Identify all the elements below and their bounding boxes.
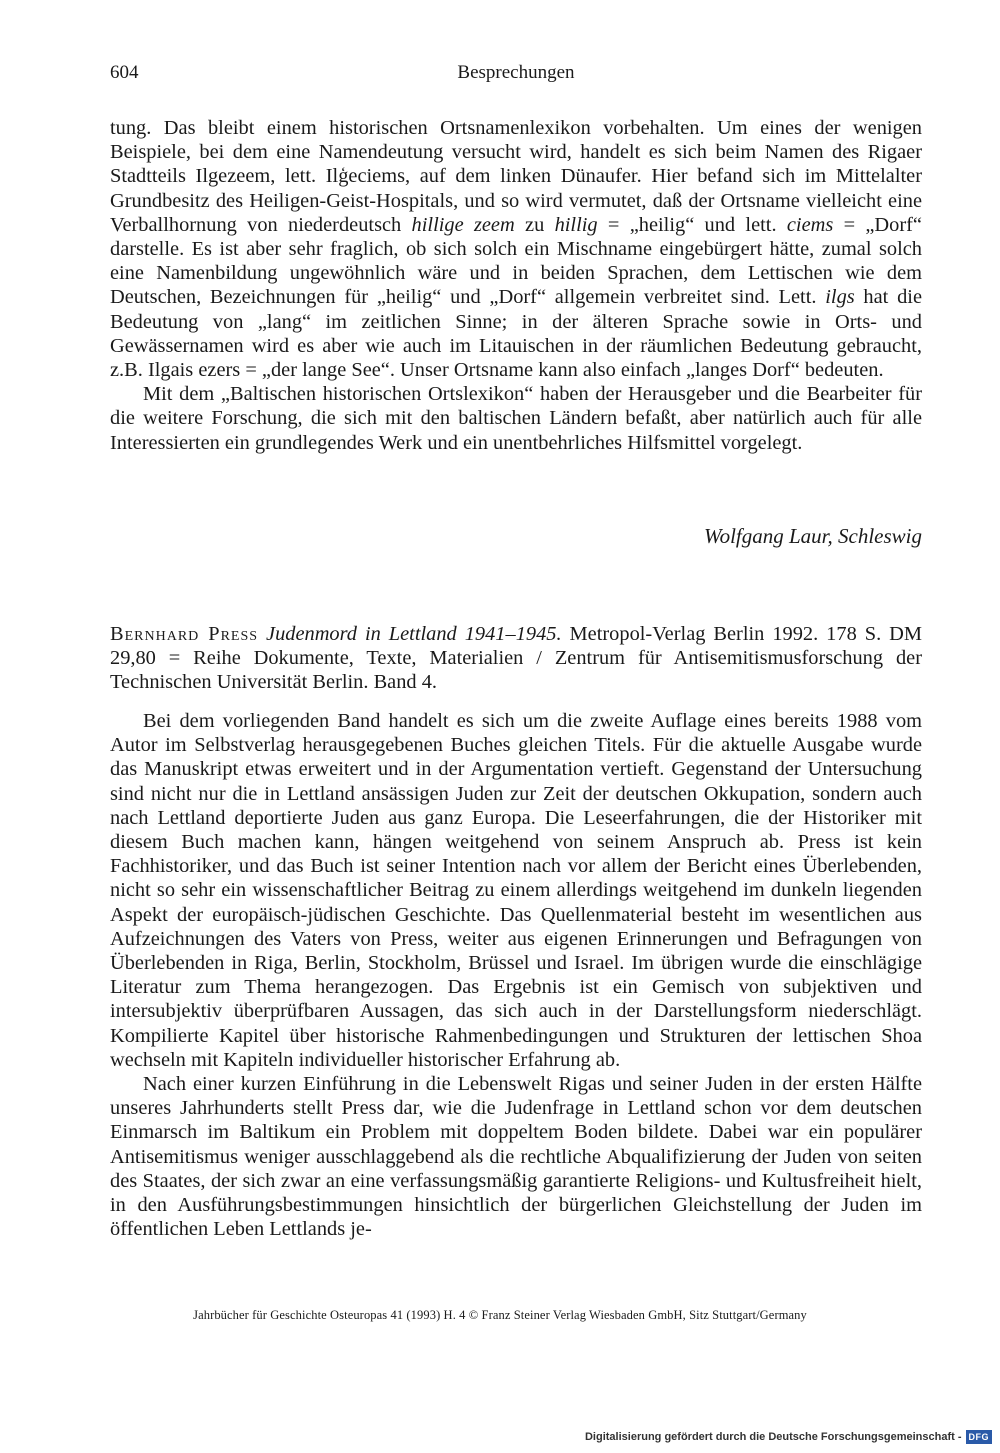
running-title: Besprechungen [457,62,575,83]
journal-footer: Jahrbücher für Geschichte Osteuropas 41 (1993) H. 4 © Franz Steiner Verlag Wiesbaden GmbH, Sitz Stuttgart/Germany [193,1308,807,1322]
review1-body [110,116,922,455]
book-author: Bernhard Press [110,623,259,645]
review2-citation [110,622,922,695]
review1-paragraph-2: Mit dem „Baltischen historischen Ortslexikon“ haben der Herausgeber und die Bearbeiter für die weitere Forschung, die sich mit den baltischen Ländern befaßt, aber natürlich auch für alle Interessierten ein grundlegendes Werk und ein unentbehrliches Hilfsmittel vorgelegt. [110,383,922,454]
book-details: Metropol-Verlag Berlin 1992. 178 S. DM 29,80 = Reihe Dokumente, Texte, Materialien / Zentrum für Antisemitismusforschung der Technischen Universität Berlin. Band 4. [110,623,922,694]
review2-paragraph-2: Nach einer kurzen Einführung in die Lebenswelt Rigas und seiner Juden in der ersten Hälfte unseres Jahrhunderts stellt Press dar, wie die Judenfrage in Lettland schon vor dem deutschen Einmarsch im Baltikum ein Problem mit doppeltem Boden bildete. Dabei war ein populärer Antisemitismus weniger ausschlaggebend als die rechtliche Abqualifizierung der Juden von seiten des Staates, der sich zwar an eine verfassungsmäßig garantierte Religions- und Kultusfreiheit hielt, in den Ausführungsbestimmungen hinsichtlich der bürgerlichen Gleichstellung der Juden im öffentlichen Leben Lettlands je- [110,1073,922,1241]
page-header [110,62,922,92]
review2-body [110,709,922,1241]
review1-paragraph-1: tung. Das bleibt einem historischen Ortsnamenlexikon vorbehalten. Um eines der wenigen Beispiele, bei dem eine Namendeutung versucht wird, handelt es sich beim Namen des Rigaer Stadtteils Ilgezeem, lett. Ilģeciems, auf dem linken Dünaufer. Hier befand sich im Mittelalter Grundbesitz des Heiligen-Geist-Hospitals, und so wird vermutet, daß der Ortsname vielleicht eine Verballhornung von niederdeutsch hillige zeem zu hillig = „heilig“ und lett. ciems = „Dorf“ darstelle. Es ist aber sehr fraglich, ob sich solch ein Mischname eingebürgert hätte, zumal solch eine Namenbildung ungewöhnlich wäre und in beiden Sprachen, dem Lettischen wie dem Deutschen, Bezeichnungen für „heilig“ und „Dorf“ allgemein verbreitet sind. Lett. ilgs hat die Bedeutung von „lang“ im zeitlichen Sinne; in der älteren Sprache sowie in Orts- und Gewässernamen wird es aber wie auch im Litauischen in der räumlichen Bedeutung gebraucht, z.B. Ilgais ezers = „der lange See“. Unser Ortsname kann also einfach „langes Dorf“ bedeuten. [110,117,922,382]
page-number: 604 [110,62,139,83]
book-title: Judenmord in Lettland 1941–1945. [266,623,562,645]
digitization-note: Digitalisierung gefördert durch die Deutsche Forschungsgemeinschaft - [584,1431,962,1443]
review2-paragraph-1: Bei dem vorliegenden Band handelt es sich um die zweite Auflage eines bereits 1988 vom Autor im Selbstverlag herausgegebenen Buches gleichen Titels. Für die aktuelle Ausgabe wurde das Manuskript etwas erweitert und in der Argumentation vertieft. Gegenstand der Untersuchung sind nicht nur die in Lettland ansässigen Juden zur Zeit der deutschen Okkupation, sondern auch nach Lettland deportierte Juden aus ganz Europa. Die Leseerfahrungen, die der Historiker mit diesem Buch machen kann, hängen weitgehend von seinem Anspruch ab. Press ist kein Fachhistoriker, und das Buch ist seiner Intention nach vor allem der Bericht eines Überlebenden, nicht so sehr ein wissenschaftlicher Beitrag zu einem allerdings weitgehend im dunkeln liegenden Aspekt der europäisch-jüdischen Geschichte. Das Quellenmaterial besteht im wesentlichen aus Aufzeichnungen des Vaters von Press, weiter aus eigenen Erinnerungen und Befragungen von Überlebenden in Riga, Berlin, Stockholm, Brüssel und Israel. Im übrigen wurde die einschlägige Literatur zum Thema herangezogen. Das Ergebnis ist ein Gemisch von subjektiven und intersubjektiv überprüfbaren Aussagen, das sich auch in der Darstellungsform niederschlägt. Kompilierte Kapitel über historische Rahmenbedingungen und Strukturen der lettischen Shoa wechseln mit Kapiteln individueller historischer Erfahrung ab. [110,710,922,1071]
dfg-logo-icon: DFG [966,1430,993,1444]
review1-signature: Wolfgang Laur, Schleswig [704,524,922,548]
digitization-credit [585,1429,992,1445]
